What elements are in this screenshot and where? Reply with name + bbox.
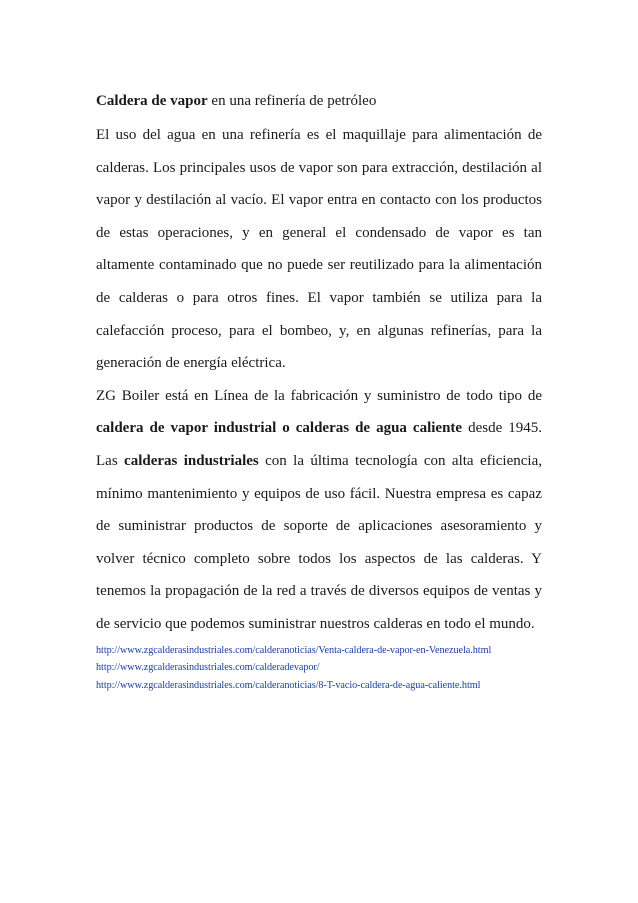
document-title bbox=[96, 86, 542, 116]
paragraph-text: con la última tecnología con alta eficiencia, mínimo mantenimiento y equipos de uso fácil. Nuestra empresa es capaz de suministrar productos de soporte de aplicaciones asesoramiento y volver técnico completo sobre todos los aspectos de las calderas. Y tenemos la propagación de la red a través de diversos equipos de ventas y de servicio que podemos suministrar nuestros calderas en todo el mundo. bbox=[96, 452, 542, 632]
paragraph-refinery-steam: El uso del agua en una refinería es el maquillaje para alimentación de calderas. Los principales usos de vapor son para extracción, destilación al vapor y destilación al vacío. El vapor entra en contacto con los productos de estas operaciones, y en general el condensado de vapor es tan altamente contaminado que no puede ser reutilizado para la alimentación de calderas o para otros fines. El vapor también se utiliza para la calefacción proceso, para el bombeo, y, en algunas refinerías, para la generación de energía eléctrica. bbox=[96, 127, 542, 372]
link-caldera-de-vapor[interactable]: http://www.zgcalderasindustriales.com/calderadevapor/ bbox=[96, 662, 320, 673]
link-venta-caldera-venezuela[interactable]: http://www.zgcalderasindustriales.com/calderanoticias/Venta-caldera-de-vapor-en-Venezuela.html bbox=[96, 644, 492, 656]
paragraph-zg-boiler bbox=[96, 380, 542, 641]
link-caldera-agua-caliente[interactable]: http://www.zgcalderasindustriales.com/calderanoticias/8-T-vacio-caldera-de-agua-caliente.html bbox=[96, 679, 481, 691]
document-page bbox=[96, 86, 542, 694]
bold-industrial-boilers-term: calderas industriales bbox=[124, 452, 259, 469]
title-bold: Caldera de vapor bbox=[96, 93, 208, 109]
reference-links bbox=[96, 642, 542, 695]
bold-steam-boiler-term: caldera de vapor industrial o calderas de agua caliente bbox=[96, 420, 463, 437]
paragraph-text: desde 1945. Las bbox=[96, 420, 542, 469]
paragraph-text: ZG Boiler está en Línea de la fabricación y suministro de todo tipo de bbox=[96, 387, 542, 404]
title-rest: en una refinería de petróleo bbox=[207, 93, 377, 109]
